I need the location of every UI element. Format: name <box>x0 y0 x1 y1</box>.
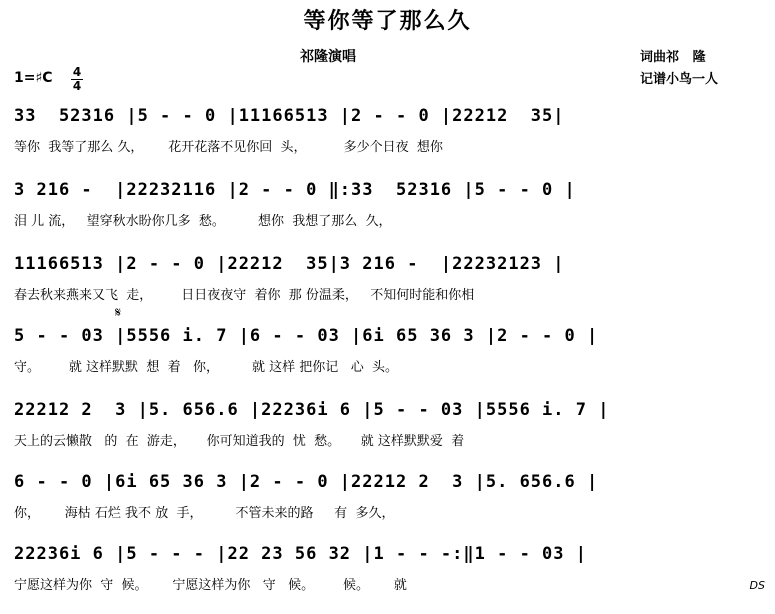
stave-notes: 22212 2 3 |5. 656.6 |22236i 6 |5 - - 03 |5556 i. 7 | <box>14 400 610 420</box>
stave-notes: 33 52316 |5 - - 0 |11166513 |2 - - 0 |22212 35| <box>14 106 565 126</box>
key-signature: 1=♯C <box>14 70 53 86</box>
stave-notes: 22236i 6 |5 - - - |22 23 56 32 |1 - - -:‖1 - - 03 | <box>14 544 587 564</box>
stave-lyrics: 天上的云懒散 的 在 游走， 你可知道我的 忧 愁。 就 这样默默爱 着 <box>14 434 465 449</box>
stave-notes: 6 - - 0 |6i 65 36 3 |2 - - 0 |22212 2 3 |5. 656.6 | <box>14 472 599 492</box>
stave-2 <box>0 180 775 250</box>
stave-6 <box>0 472 775 542</box>
meter-top: 4 <box>72 65 82 79</box>
stave-lyrics: 春去秋来燕来又飞 走， 日日夜夜守 着你 那 份温柔， 不知何时能和你相 <box>14 288 475 303</box>
stave-lyrics: 等你 我等了那么 久， 花开花落不见你回 头， 多少个日夜 想你 <box>14 140 443 155</box>
singer-credit: 祁隆演唱 <box>300 49 356 65</box>
composer-credit: 词曲祁 隆 <box>640 50 706 65</box>
stave-lyrics: 宁愿这样为你 守 候。 宁愿这样为你 守 候。 候。 就 <box>14 578 407 593</box>
time-signature <box>70 66 84 93</box>
stave-4 <box>0 326 775 396</box>
stave-lyrics: 泪 儿 流， 望穿秋水盼你几多 愁。 想你 我想了那么 久， <box>14 214 392 229</box>
stave-notes: 3 216 - |22232116 |2 - - 0 ‖:33 52316 |5 - - 0 | <box>14 180 576 200</box>
meter-bottom: 4 <box>72 79 82 93</box>
stave-notes: 11166513 |2 - - 0 |22212 35|3 216 - |22232123 | <box>14 254 565 274</box>
stave-lyrics: 你， 海枯 石烂 我不 放 手， 不管未来的路 有 多久， <box>14 506 395 521</box>
notation-credit: 记谱小鸟一人 <box>640 72 719 87</box>
signature-mark: DS <box>749 579 765 592</box>
stave-notes: 5 - - 03 |5556 i. 7 |6 - - 03 |6i 65 36 3 |2 - - 0 | <box>14 326 599 346</box>
stave-lyrics: 守。 就 这样默默 想 着 你， 就 这样 把你记 心 头。 <box>14 360 398 375</box>
stave-7 <box>0 544 775 614</box>
stave-1 <box>0 106 775 176</box>
song-title: 等你等了那么久 <box>303 9 472 34</box>
segno-mark: 𝄋 <box>115 305 122 321</box>
stave-5 <box>0 400 775 470</box>
